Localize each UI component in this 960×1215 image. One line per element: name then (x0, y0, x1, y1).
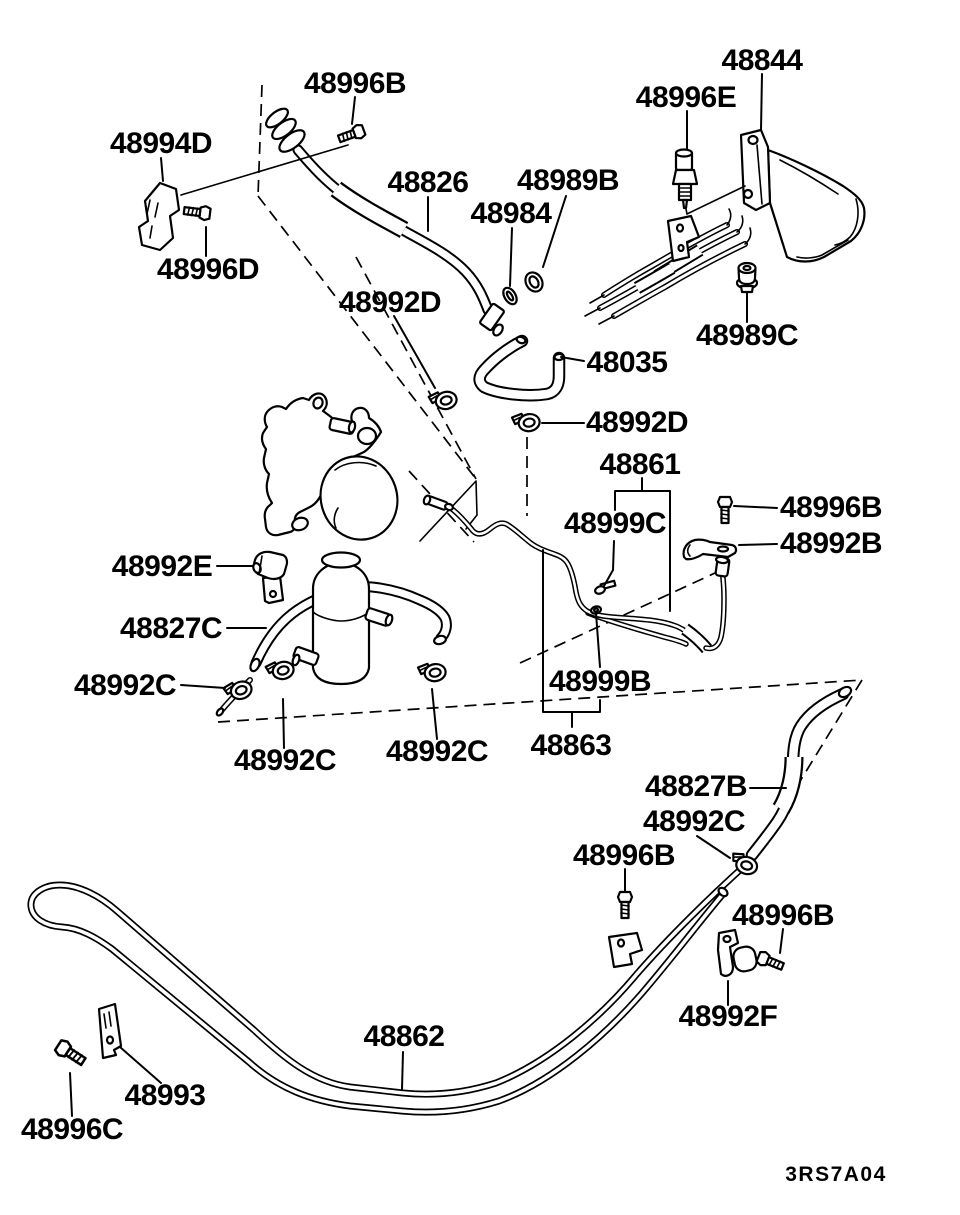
part-label-48035: 48035 (586, 346, 668, 379)
part-label-48992C-1: 48992C (73, 669, 177, 702)
part-label-48999C: 48999C (563, 507, 667, 540)
part-label-48996B-3: 48996B (572, 839, 676, 872)
reservoir-cap (322, 553, 360, 568)
pump-boss (358, 428, 376, 444)
part-label-48996D: 48996D (156, 253, 260, 286)
part-label-48996E: 48996E (635, 81, 737, 114)
part-label-48999B: 48999B (548, 665, 652, 698)
part-label-48827C: 48827C (119, 612, 223, 645)
part-label-48826: 48826 (387, 166, 469, 199)
part-label-48862: 48862 (363, 1020, 445, 1053)
part-label-48844: 48844 (721, 44, 803, 77)
part-label-48992B: 48992B (779, 527, 883, 560)
part-label-48827B: 48827B (644, 770, 748, 803)
part-label-48992D-2: 48992D (585, 406, 689, 439)
grommet-48989C (737, 263, 757, 292)
part-label-48996B-4: 48996B (731, 899, 835, 932)
part-label-48996C: 48996C (20, 1113, 124, 1146)
part-label-48994D: 48994D (109, 127, 213, 160)
part-label-48992E: 48992E (111, 550, 213, 583)
part-label-48992F: 48992F (678, 1000, 778, 1033)
part-label-48861: 48861 (599, 448, 681, 481)
part-label-48863: 48863 (530, 729, 612, 762)
pipe-end-fitting (715, 556, 729, 577)
part-label-48992D-1: 48992D (338, 286, 442, 319)
part-label-48984: 48984 (470, 197, 552, 230)
part-label-48993: 48993 (124, 1079, 206, 1112)
part-label-48992C-3: 48992C (385, 735, 489, 768)
part-label-48989B: 48989B (516, 164, 620, 197)
drawing-code: 3RS7A04 (785, 1163, 887, 1186)
part-label-48996B-2: 48996B (779, 491, 883, 524)
part-label-48992C-2: 48992C (233, 744, 337, 777)
part-label-48996B-1: 48996B (303, 67, 407, 100)
part-label-48989C: 48989C (695, 319, 799, 352)
part-label-48992C-4: 48992C (642, 805, 746, 838)
